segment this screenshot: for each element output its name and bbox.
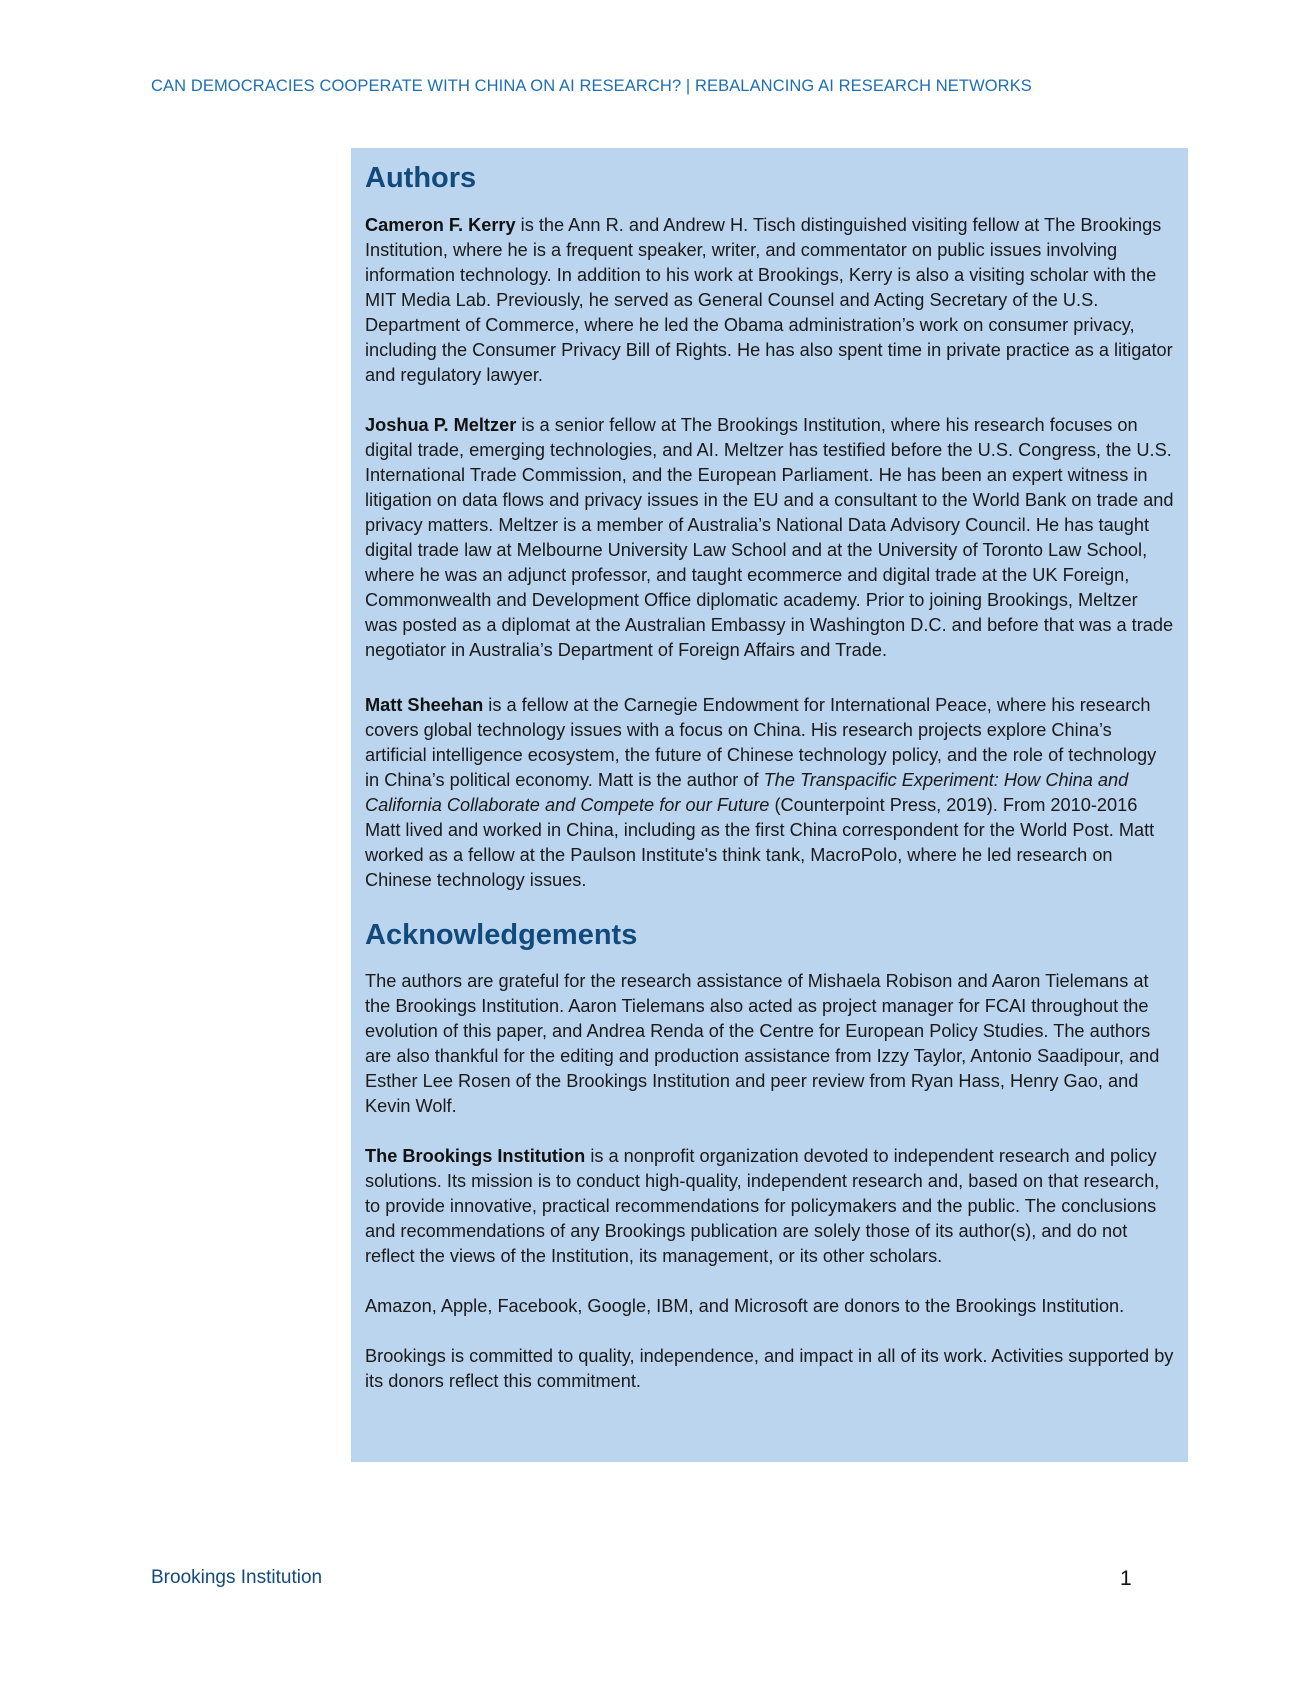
- authors-panel: [351, 148, 1188, 1462]
- author-name: Matt Sheehan: [365, 694, 484, 715]
- author-bio-text: is the Ann R. and Andrew H. Tisch distinguished visiting fellow at The Brookings Institution, where he is a frequent speaker, writer, and commentator on public issues involving information technology. In addition to his work at Brookings, Kerry is also a visiting scholar with the MIT Media Lab. Previously, he served as General Counsel and Acting Secretary of the U.S. Department of Commerce, where he led the Obama administration’s work on consumer privacy, including the Consumer Privacy Bill of Rights. He has also spent time in private practice as a litigator and regulatory lawyer.: [365, 214, 1173, 385]
- institution-text: is a nonprofit organization devoted to independent research and policy solutions. Its mission is to conduct high-quality, independent research and, based on that research, to provide innovative, practical recommendations for policymakers and the public. The conclusions and recommendations of any Brookings publication are solely those of its author(s), and do not reflect the views of the Institution, its management, or its other scholars.: [365, 1146, 1160, 1267]
- author-bio-text: is a senior fellow at The Brookings Institution, where his research focuses on digital trade, emerging technologies, and AI. Meltzer has testified before the U.S. Congress, the U.S. International Trade Commission, and the European Parliament. He has been an expert witness in litigation on data flows and privacy issues in the EU and a consultant to the World Bank on trade and privacy matters. Meltzer is a member of Australia’s National Data Advisory Council. He has taught digital trade law at Melbourne University Law School and at the University of Toronto Law School, where he was an adjunct professor, and taught ecommerce and digital trade at the UK Foreign, Commonwealth and Development Office diplomatic academy. Prior to joining Brookings, Meltzer was posted as a diplomat at the Australian Embassy in Washington D.C. and before that was a trade negotiator in Australia’s Department of Foreign Affairs and Trade.: [365, 414, 1174, 660]
- author-bio-text: (Counterpoint Press, 2019). From 2010-2016 Matt lived and worked in China, including as the first China correspondent for the World Post. Matt worked as a fellow at the Paulson Institute's think tank, MacroPolo, where he led research on Chinese technology issues.: [365, 794, 1155, 890]
- book-title: The Transpacific Experiment: How China and California Collaborate and Compete for our Future: [365, 769, 1129, 815]
- running-header: CAN DEMOCRACIES COOPERATE WITH CHINA ON AI RESEARCH? | REBALANCING AI RESEARCH NETWORKS: [151, 77, 1032, 95]
- institution-statement: [365, 1144, 1174, 1269]
- commitment-statement: Brookings is committed to quality, independence, and impact in all of its work. Activities supported by its donors reflect this commitment.: [365, 1346, 1174, 1392]
- author-bio-sheehan: [365, 693, 1174, 893]
- acknowledgements-thanks: The authors are grateful for the research assistance of Mishaela Robison and Aaron Tielemans at the Brookings Institution. Aaron Tielemans also acted as project manager for FCAI throughout the evolution of this paper, and Andrea Renda of the Centre for European Policy Studies. The authors are also thankful for the editing and production assistance from Izzy Taylor, Antonio Saadipour, and Esther Lee Rosen of the Brookings Institution and peer review from Ryan Hass, Henry Gao, and Kevin Wolf.: [365, 971, 1160, 1117]
- acknowledgements-heading: Acknowledgements: [365, 918, 638, 951]
- author-name: Cameron F. Kerry: [365, 214, 516, 235]
- author-bio-text: is a fellow at the Carnegie Endowment for International Peace, where his research covers global technology issues with a focus on China. His research projects explore China’s artificial intelligence ecosystem, the future of Chinese technology policy, and the role of technology in China’s political economy. Matt is the author of: [365, 694, 1157, 790]
- footer-publisher: Brookings Institution: [151, 1567, 323, 1588]
- donors-statement: Amazon, Apple, Facebook, Google, IBM, and Microsoft are donors to the Brookings Institution.: [365, 1296, 1125, 1317]
- authors-heading: Authors: [365, 162, 477, 194]
- institution-name: The Brookings Institution: [365, 1146, 586, 1167]
- page-number: 1: [1120, 1567, 1132, 1590]
- author-bio-kerry: [365, 213, 1174, 388]
- author-bio-meltzer: [365, 413, 1174, 663]
- author-name: Joshua P. Meltzer: [365, 414, 517, 435]
